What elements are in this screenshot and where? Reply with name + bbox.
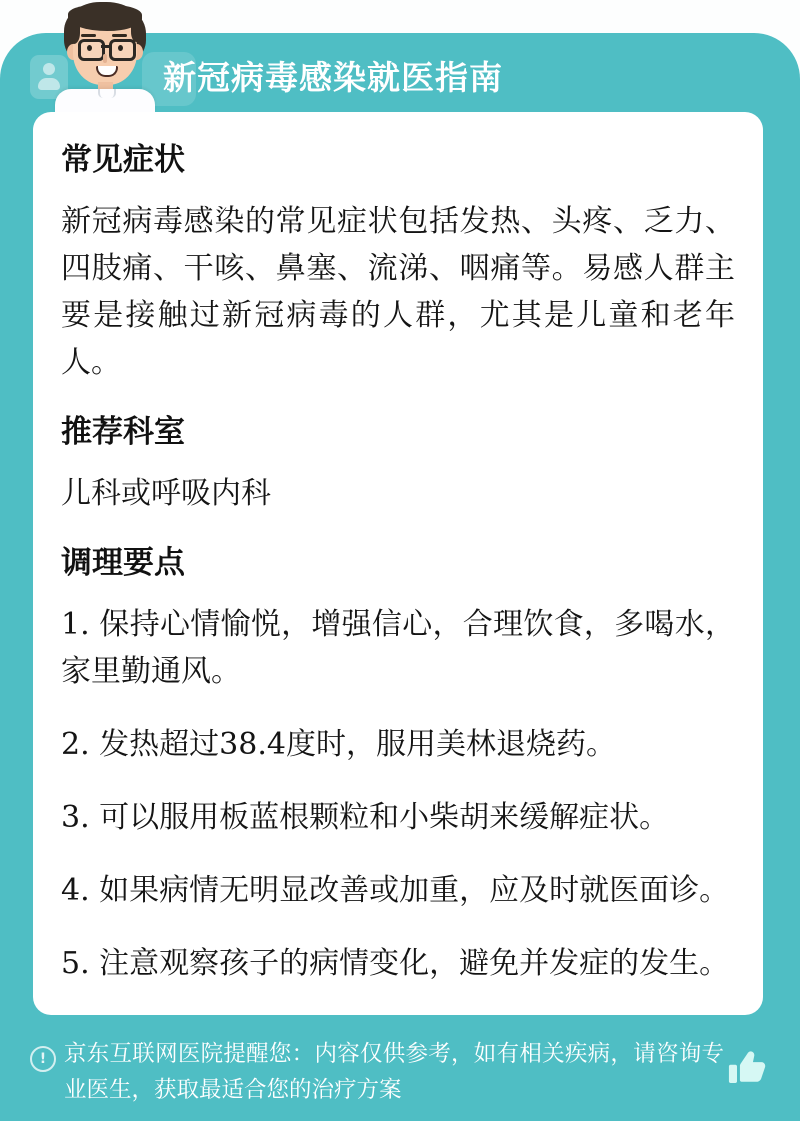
doctor-avatar xyxy=(46,2,164,112)
disclaimer-text: 京东互联网医院提醒您：内容仅供参考，如有相关疾病，请咨询专业医生，获取最适合您的治疗方案 xyxy=(64,1041,724,1103)
disclaimer-footer xyxy=(30,1036,770,1108)
section-heading-symptoms: 常见症状 xyxy=(61,142,185,178)
care-item-1: 1. 保持心情愉悦，增强信心，合理饮食，多喝水，家里勤通风。 xyxy=(61,607,735,689)
symptoms-paragraph: 新冠病毒感染的常见症状包括发热、头疼、乏力、四肢痛、干咳、鼻塞、流涕、咽痛等。易感人群主要是接触过新冠病毒的人群，尤其是儿童和老年人。 xyxy=(61,204,735,380)
avatar-glasses-right-lens xyxy=(109,39,136,61)
avatar-eye-left xyxy=(87,45,92,51)
avatar-eyebrow-left xyxy=(81,34,96,37)
avatar-shirt-collar xyxy=(98,89,116,98)
avatar-glasses-left-lens xyxy=(78,39,105,61)
section-heading-care: 调理要点 xyxy=(61,545,185,581)
section-heading-department: 推荐科室 xyxy=(61,414,185,450)
page-title: 新冠病毒感染就医指南 xyxy=(163,58,503,97)
care-item-2: 2. 发热超过38.4度时，服用美林退烧药。 xyxy=(61,727,616,762)
avatar-nose xyxy=(103,54,107,63)
care-item-4: 4. 如果病情无明显改善或加重，应及时就医面诊。 xyxy=(61,873,730,908)
care-item-3: 3. 可以服用板蓝根颗粒和小柴胡来缓解症状。 xyxy=(61,800,670,835)
avatar-eye-right xyxy=(118,45,123,51)
care-item-5: 5. 注意观察孩子的病情变化，避免并发症的发生。 xyxy=(61,946,730,981)
department-value: 儿科或呼吸内科 xyxy=(61,476,271,511)
avatar-eyebrow-right xyxy=(112,34,127,37)
guide-content-panel xyxy=(33,112,763,1015)
info-circle-icon: ! xyxy=(30,1046,56,1072)
thumbs-up-icon[interactable] xyxy=(726,1045,770,1091)
avatar-glasses-bridge xyxy=(101,45,110,48)
